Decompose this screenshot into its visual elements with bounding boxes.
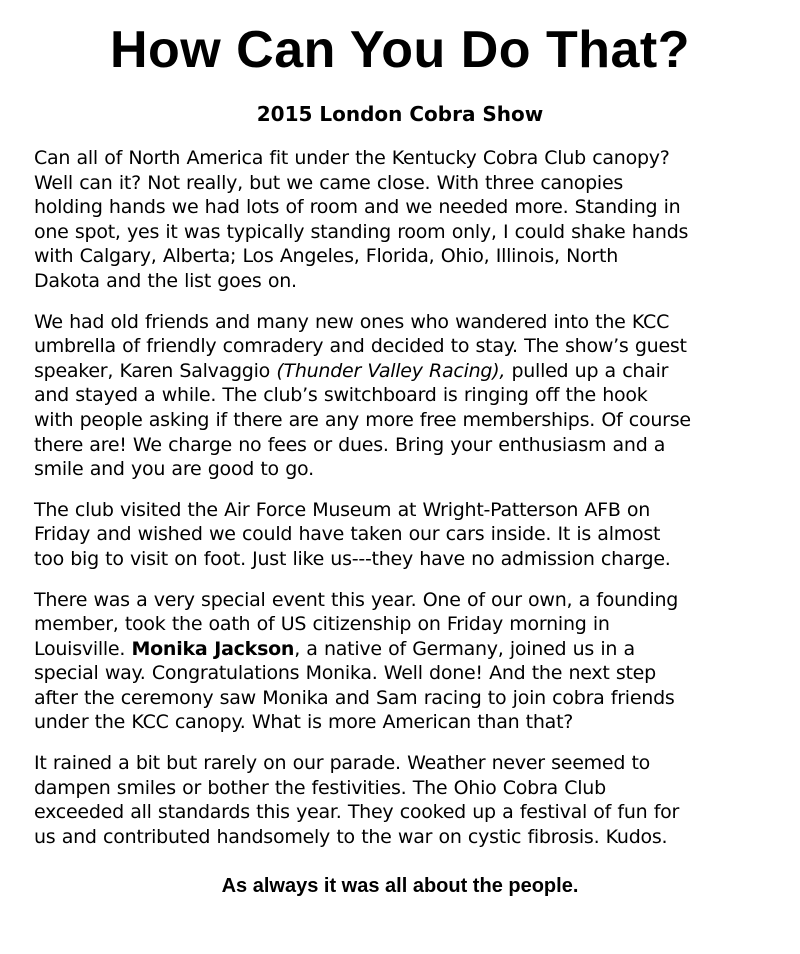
- text-line: under the KCC canopy. What is more American than that?: [34, 711, 574, 734]
- text-line: Dakota and the list goes on.: [34, 269, 297, 292]
- text-line: Can all of North America fit under the Kentucky Cobra Club canopy?: [34, 147, 670, 169]
- text-line: smile and you are good to go.: [34, 458, 314, 481]
- text-segment: speaker, Karen Salvaggio: [34, 359, 277, 382]
- text-line: The club visited the Air Force Museum at Wright-Patterson AFB on: [34, 498, 651, 521]
- paragraph-friends: [34, 310, 774, 482]
- text-segment: , a native of Germany, joined us in a: [294, 637, 635, 660]
- text-line: [34, 359, 774, 384]
- text-line: There was a very special event this year. One of our own, a founding: [34, 588, 679, 611]
- italic-racing-team: (Thunder Valley Racing),: [276, 359, 506, 382]
- text-line: dampen smiles or bother the festivities. The Ohio Cobra Club: [34, 776, 606, 799]
- text-line: Well can it? Not really, but we came close. With three canopies: [34, 171, 624, 194]
- text-line: one spot, yes it was typically standing room only, I could shake hands: [34, 220, 689, 243]
- text-line: exceeded all standards this year. They cooked up a festival of fun for: [34, 801, 680, 824]
- bold-name: Monika Jackson: [131, 637, 295, 660]
- text-segment: Louisville.: [34, 637, 132, 660]
- text-line: and stayed a while. The club’s switchboard is ringing off the hook: [34, 384, 648, 407]
- text-line: with Calgary, Alberta; Los Angeles, Florida, Ohio, Illinois, North: [34, 245, 618, 268]
- text-line: too big to visit on foot. Just like us---they have no admission charge.: [34, 547, 671, 570]
- article-body: [34, 146, 774, 865]
- text-line: there are! We charge no fees or dues. Bring your enthusiasm and a: [34, 433, 666, 456]
- text-line: It rained a bit but rarely on our parade. Weather never seemed to: [34, 752, 651, 775]
- text-line: umbrella of friendly comradery and decided to stay. The show’s guest: [34, 335, 687, 358]
- text-segment: pulled up a chair: [505, 359, 669, 382]
- text-line: with people asking if there are any more free memberships. Of course: [34, 408, 691, 431]
- paragraph-citizenship: [34, 588, 774, 736]
- paragraph-weather: [34, 751, 774, 849]
- paragraph-canopy: [34, 146, 774, 294]
- text-line: [34, 637, 774, 662]
- text-line: holding hands we had lots of room and we needed more. Standing in: [34, 196, 681, 219]
- text-line: us and contributed handsomely to the war on cystic fibrosis. Kudos.: [34, 825, 668, 848]
- text-line: We had old friends and many new ones who wandered into the KCC: [34, 310, 670, 333]
- document-title: How Can You Do That?: [109, 21, 691, 79]
- document-subtitle: 2015 London Cobra Show: [256, 102, 544, 126]
- text-line: Friday and wished we could have taken our cars inside. It is almost: [34, 523, 661, 546]
- text-line: special way. Congratulations Monika. Well done! And the next step: [34, 662, 656, 685]
- text-line: after the ceremony saw Monika and Sam racing to join cobra friends: [34, 686, 675, 709]
- text-line: member, took the oath of US citizenship on Friday morning in: [34, 613, 610, 636]
- paragraph-museum: [34, 498, 774, 572]
- closing-statement: As always it was all about the people.: [221, 875, 579, 897]
